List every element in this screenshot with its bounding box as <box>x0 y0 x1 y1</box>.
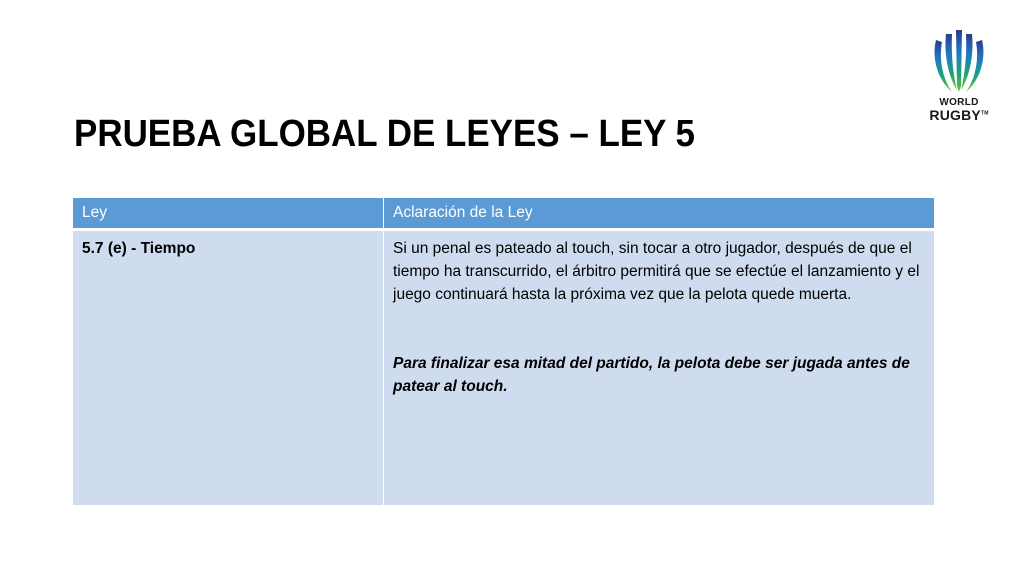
explanation-text: Si un penal es pateado al touch, sin tocar a otro jugador, después de que el tiempo ha transcurrido, el árbitro permitirá que se efectúe el lanzamiento y el juego continuará hasta la próxima vez que la pelota quede muerta. <box>393 240 920 303</box>
world-rugby-emblem-icon <box>926 26 992 96</box>
column-header-ley: Ley <box>73 198 384 230</box>
trademark-mark: TM <box>980 110 989 117</box>
logo-text-world: WORLD <box>939 97 979 108</box>
column-header-aclaracion: Aclaración de la Ley <box>384 198 935 230</box>
explanation-note: Para finalizar esa mitad del partido, la pelota debe ser jugada antes de patear al touch. <box>393 355 910 395</box>
logo-text-rugby-word: RUGBY <box>929 107 981 123</box>
explanation-cell <box>384 230 935 506</box>
world-rugby-logo <box>926 26 992 130</box>
law-table <box>73 198 934 505</box>
law-cell: 5.7 (e) - Tiempo <box>73 230 384 506</box>
slide-title: PRUEBA GLOBAL DE LEYES – LEY 5 <box>74 113 696 155</box>
table-header-row <box>73 198 934 230</box>
logo-text-rugby <box>926 107 992 123</box>
table-row <box>73 230 934 506</box>
